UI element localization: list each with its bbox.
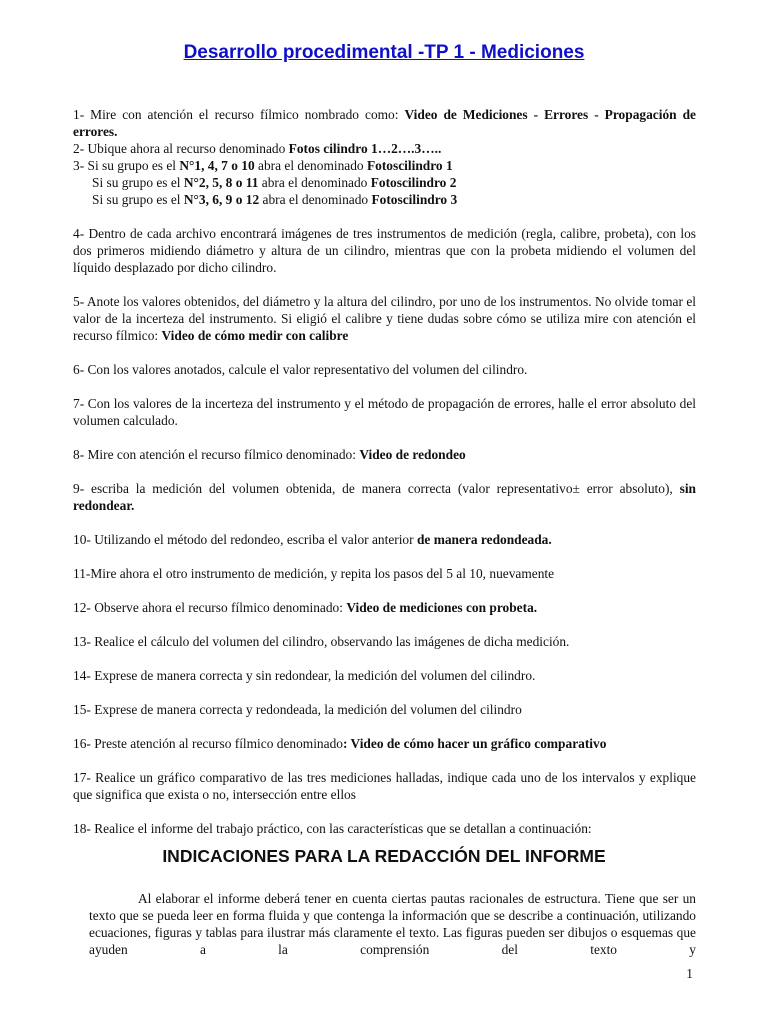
list-item-13: 13- Realice el cálculo del volumen del cilindro, observando las imágenes de dicha medición. — [73, 634, 570, 649]
list-item-15: 15- Exprese de manera correcta y redondeada, la medición del volumen del cilindro — [73, 702, 522, 717]
document-title: Desarrollo procedimental -TP 1 - Mediciones — [183, 42, 585, 63]
list-item-10: 10- Utilizando el método del redondeo, escriba el valor anterior de manera redondeada. — [73, 532, 552, 547]
list-item-12: 12- Observe ahora el recurso fílmico denominado: Video de mediciones con probeta. — [73, 600, 538, 615]
list-item-7: 7- Con los valores de la incerteza del instrumento y el método de propagación de errores, halle el error absoluto del volumen calculado. — [73, 396, 696, 428]
list-item-18: 18- Realice el informe del trabajo práctico, con las características que se detallan a continuación: — [73, 821, 592, 836]
list-item-2: 2- Ubique ahora al recurso denominado Fotos cilindro 1…2….3….. — [73, 141, 442, 156]
list-item-6: 6- Con los valores anotados, calcule el valor representativo del volumen del cilindro. — [73, 362, 528, 377]
list-item-8: 8- Mire con atención el recurso fílmico denominado: Video de redondeo — [73, 447, 466, 462]
list-item-4: 4- Dentro de cada archivo encontrará imágenes de tres instrumentos de medición (regla, calibre, probeta), con los dos primeros midiendo diámetro y altura de un cilindro, mientras que con la probeta midiendo el volumen del líquido desplazado por dicho cilindro. — [73, 226, 696, 275]
list-item-9: 9- escriba la medición del volumen obtenida, de manera correcta (valor representativo± error absoluto), sin redondear. — [73, 481, 696, 513]
list-item-11: 11-Mire ahora el otro instrumento de medición, y repita los pasos del 5 al 10, nuevamente — [73, 566, 555, 581]
list-item-3-group-3: Si su grupo es el N°3, 6, 9 o 12 abra el denominado Fotoscilindro 3 — [92, 192, 458, 207]
section-heading: INDICACIONES PARA LA REDACCIÓN DEL INFORME — [162, 846, 606, 866]
page-number: 1 — [686, 966, 693, 981]
list-item-17: 17- Realice un gráfico comparativo de las tres mediciones halladas, indique cada uno de los intervalos y explique que significa que exista o no, intersección entre ellos — [73, 770, 696, 802]
list-item-14: 14- Exprese de manera correcta y sin redondear, la medición del volumen del cilindro. — [73, 668, 536, 683]
instructions-list — [73, 106, 696, 837]
list-item-5: 5- Anote los valores obtenidos, del diámetro y la altura del cilindro, por uno de los instrumentos. No olvide tomar el valor de la incerteza del instrumento. Si eligió el calibre y tiene dudas sobre cómo se utiliza mire con atención el recurso fílmico: Video de cómo medir con calibre — [73, 294, 696, 343]
list-item-3: 3- Si su grupo es el N°1, 4, 7 o 10 abra el denominado Fotoscilindro 1 — [73, 158, 453, 173]
list-item-1: 1- Mire con atención el recurso fílmico nombrado como: Video de Mediciones - Errores - Propagación de errores. — [73, 107, 696, 139]
list-item-16: 16- Preste atención al recurso fílmico denominado: Video de cómo hacer un gráfico comparativo — [73, 736, 607, 751]
list-item-3-group-2: Si su grupo es el N°2, 5, 8 o 11 abra el denominado Fotoscilindro 2 — [92, 175, 457, 190]
intro-paragraph: Al elaborar el informe deberá tener en cuenta ciertas pautas racionales de estructura. Tiene que ser un texto que se pueda leer en forma fluida y que contenga la información que se describe a continuación, utilizando ecuaciones, figuras y tablas para ilustrar más claramente el texto. Las figuras pueden ser dibujos o esquemas que ayuden a la comprensión del texto y — [89, 891, 696, 957]
